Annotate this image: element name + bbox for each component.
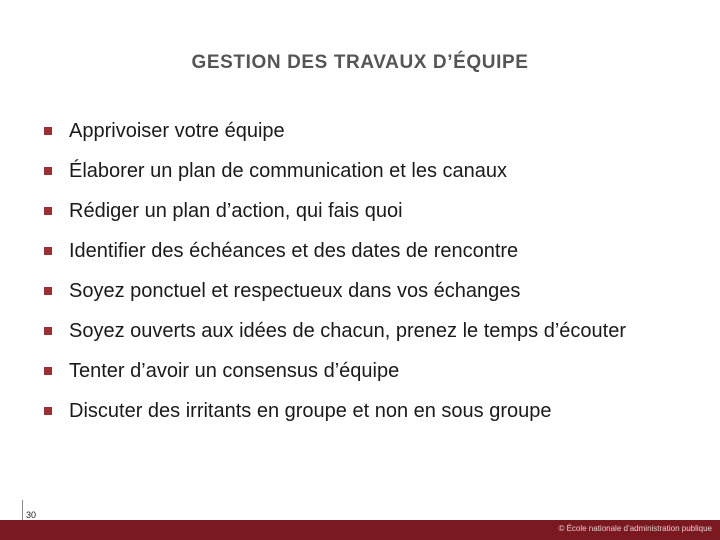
bullet-list bbox=[42, 119, 670, 439]
square-bullet-icon bbox=[44, 327, 52, 335]
page-divider bbox=[22, 500, 23, 522]
bullet-item bbox=[42, 199, 670, 223]
square-bullet-icon bbox=[44, 287, 52, 295]
square-bullet-icon bbox=[44, 367, 52, 375]
bullet-item bbox=[42, 159, 670, 183]
bullet-text: Soyez ponctuel et respectueux dans vos échanges bbox=[69, 280, 521, 302]
slide-title: GESTION DES TRAVAUX D’ÉQUIPE bbox=[191, 52, 529, 73]
bullet-text: Identifier des échéances et des dates de rencontre bbox=[69, 240, 519, 262]
square-bullet-icon bbox=[44, 127, 52, 135]
bullet-text: Tenter d’avoir un consensus d’équipe bbox=[69, 360, 400, 382]
bullet-text: Apprivoiser votre équipe bbox=[69, 120, 285, 142]
square-bullet-icon bbox=[44, 207, 52, 215]
bullet-item bbox=[42, 279, 670, 303]
bullet-item bbox=[42, 399, 670, 423]
bullet-text: Discuter des irritants en groupe et non en sous groupe bbox=[69, 400, 552, 422]
bullet-text: Rédiger un plan d’action, qui fais quoi bbox=[69, 200, 403, 222]
square-bullet-icon bbox=[44, 247, 52, 255]
bullet-item bbox=[42, 359, 670, 383]
page-number: 30 bbox=[26, 510, 37, 520]
bullet-item bbox=[42, 119, 670, 143]
bullet-item bbox=[42, 319, 670, 343]
bullet-item bbox=[42, 239, 670, 263]
bullet-text: Soyez ouverts aux idées de chacun, prenez le temps d’écouter bbox=[69, 320, 626, 342]
bullet-text: Élaborer un plan de communication et les canaux bbox=[69, 160, 508, 182]
footer-copyright: © École nationale d’administration publique bbox=[558, 524, 712, 533]
square-bullet-icon bbox=[44, 167, 52, 175]
square-bullet-icon bbox=[44, 407, 52, 415]
